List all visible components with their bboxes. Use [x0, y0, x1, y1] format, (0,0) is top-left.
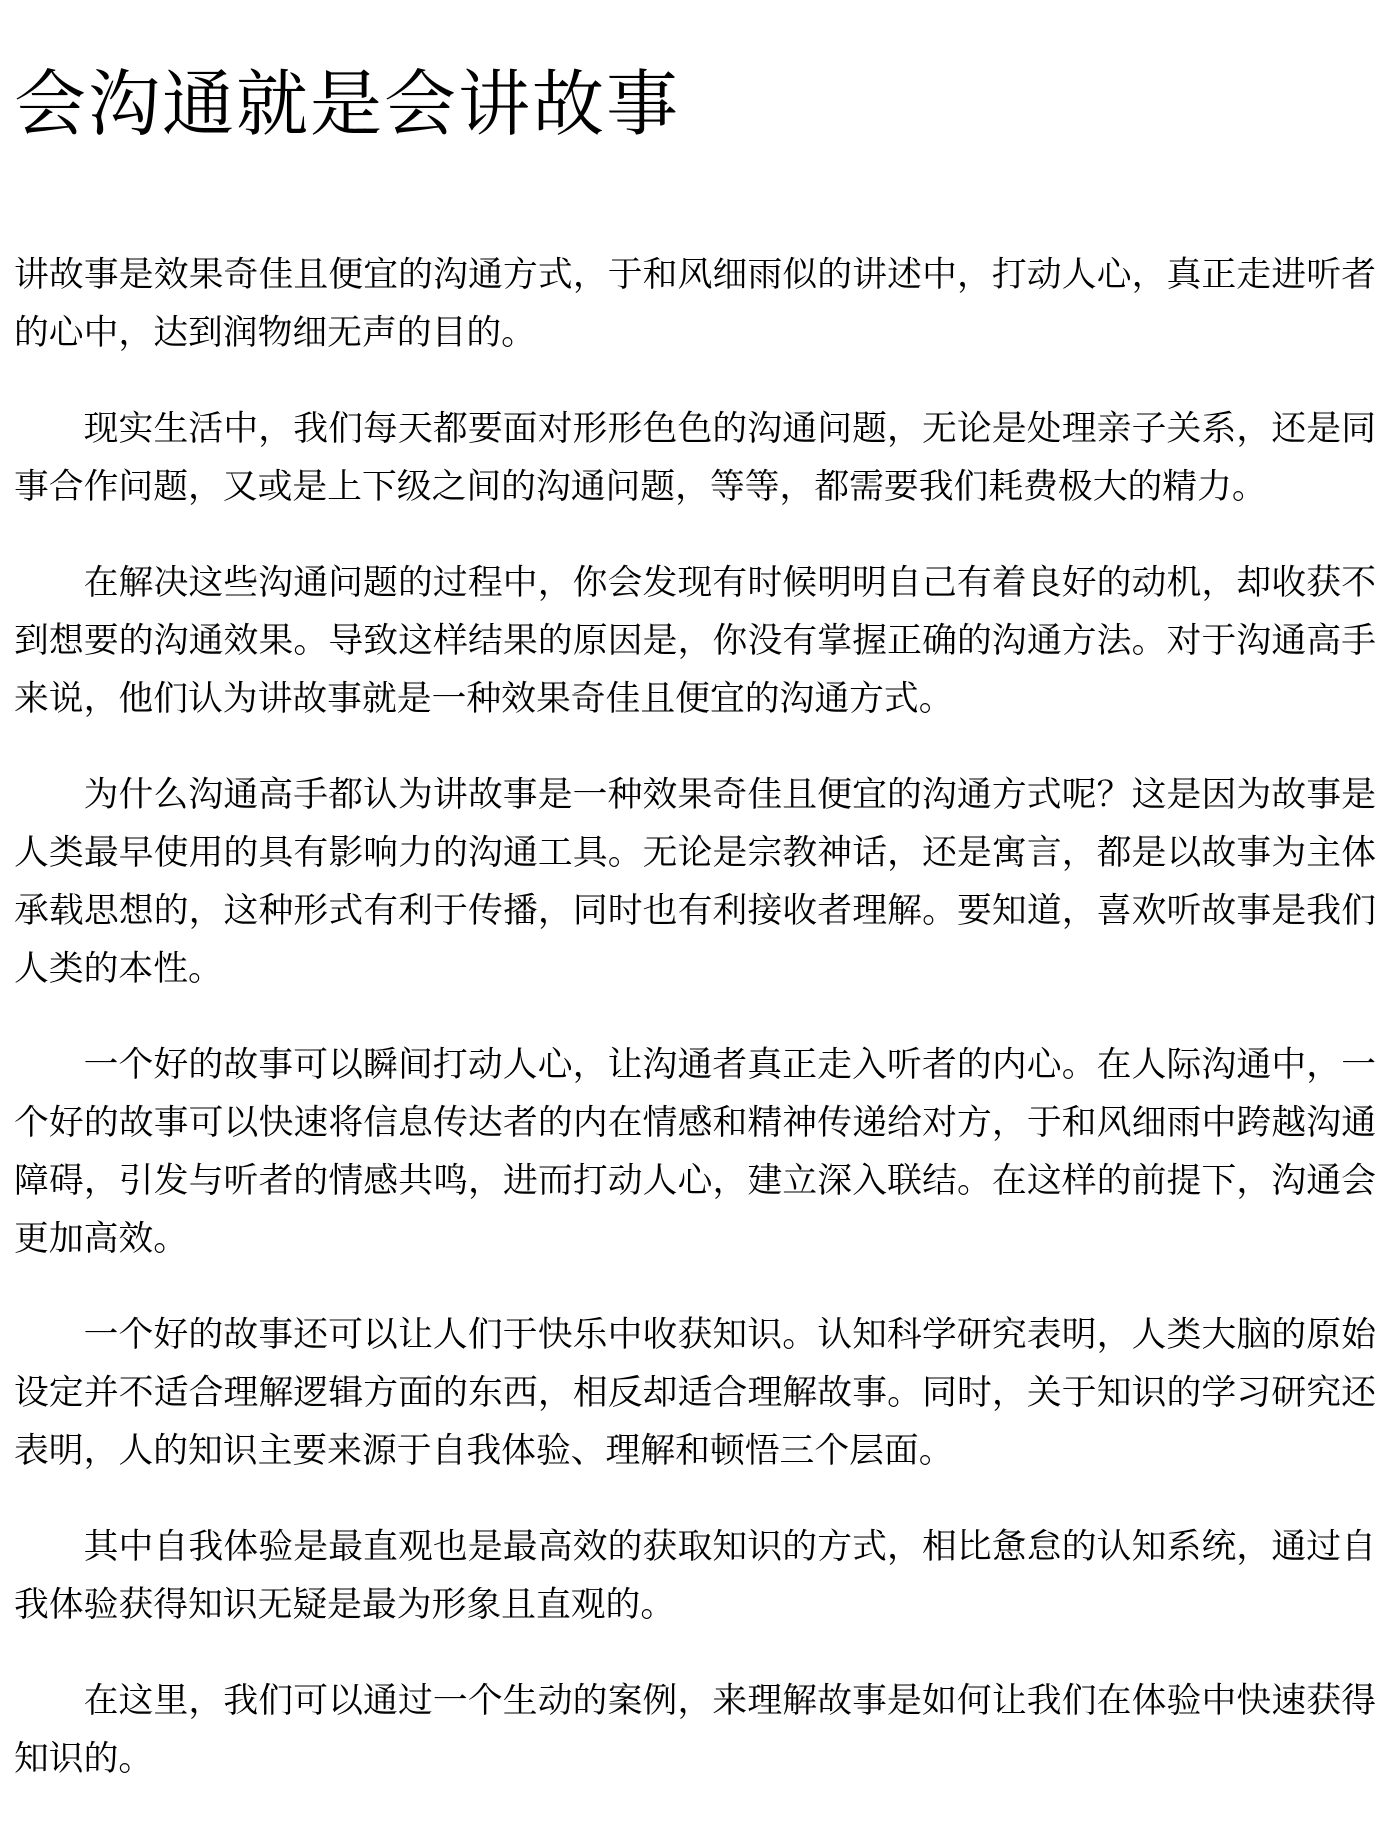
- paragraph: 一个好的故事可以瞬间打动人心，让沟通者真正走入听者的内心。在人际沟通中，一个好的故事可以快速将信息传达者的内在情感和精神传递给对方，于和风细雨中跨越沟通障碍，引发与听者的情感共鸣，进而打动人心，建立深入联结。在这样的前提下，沟通会更加高效。: [14, 1045, 1376, 1259]
- document-page: [14, 56, 1376, 1826]
- paragraph: 一个好的故事还可以让人们于快乐中收获知识。认知科学研究表明，人类大脑的原始设定并不适合理解逻辑方面的东西，相反却适合理解故事。同时，关于知识的学习研究还表明，人的知识主要来源于自我体验、理解和顿悟三个层面。: [14, 1315, 1376, 1471]
- paragraph: 在这里，我们可以通过一个生动的案例，来理解故事是如何让我们在体验中快速获得知识的。: [14, 1681, 1376, 1779]
- paragraph: 为什么沟通高手都认为讲故事是一种效果奇佳且便宜的沟通方式呢？这是因为故事是人类最早使用的具有影响力的沟通工具。无论是宗教神话，还是寓言，都是以故事为主体承载思想的，这种形式有利于传播，同时也有利接收者理解。要知道，喜欢听故事是我们人类的本性。: [14, 775, 1376, 989]
- paragraph: 在解决这些沟通问题的过程中，你会发现有时候明明自己有着良好的动机，却收获不到想要的沟通效果。导致这样结果的原因是，你没有掌握正确的沟通方法。对于沟通高手来说，他们认为讲故事就是一种效果奇佳且便宜的沟通方式。: [14, 563, 1376, 719]
- page-title: 会沟通就是会讲故事: [14, 62, 681, 146]
- paragraph: 现实生活中，我们每天都要面对形形色色的沟通问题，无论是处理亲子关系，还是同事合作问题，又或是上下级之间的沟通问题，等等，都需要我们耗费极大的精力。: [14, 409, 1376, 507]
- article-body: [14, 246, 1376, 1788]
- paragraph: 其中自我体验是最直观也是最高效的获取知识的方式，相比惫怠的认知系统，通过自我体验获得知识无疑是最为形象且直观的。: [14, 1527, 1376, 1625]
- paragraph-intro: 讲故事是效果奇佳且便宜的沟通方式，于和风细雨似的讲述中，打动人心，真正走进听者的心中，达到润物细无声的目的。: [14, 255, 1376, 353]
